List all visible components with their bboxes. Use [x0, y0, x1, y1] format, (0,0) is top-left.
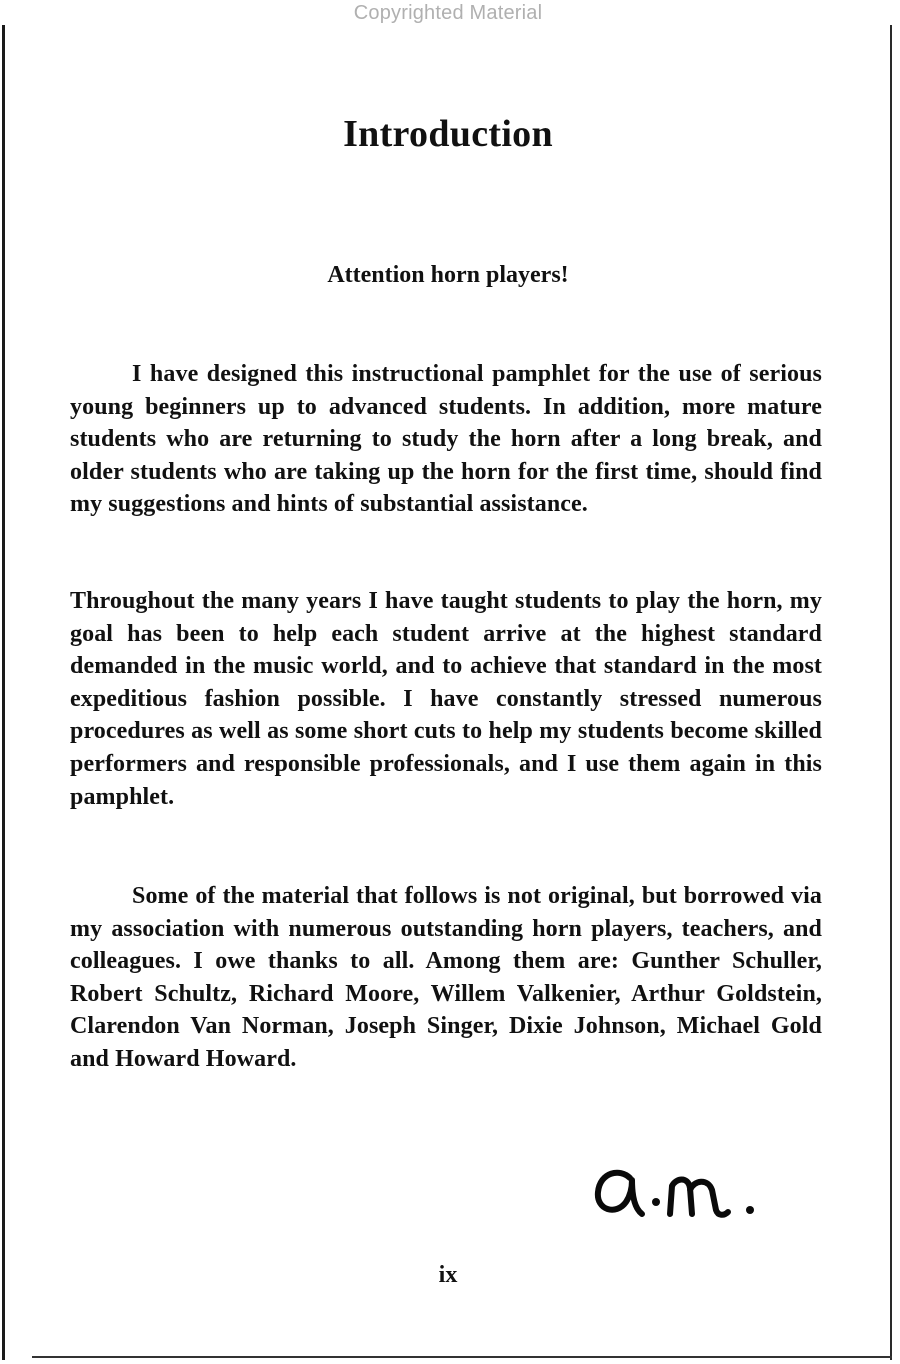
handwritten-signature [590, 1140, 770, 1230]
page-number: ix [438, 1262, 458, 1288]
copyright-watermark [0, 2, 896, 25]
page-subtitle: Attention horn players! [327, 262, 569, 288]
paragraph-1: I have designed this instructional pamphlet for the use of serious young beginners up to advanced students. In addition, more mature students who are returning to study the horn after a long break, and older students who are taking up the horn for the first time, should find my suggestions and hints of substantial assistance. [70, 361, 822, 518]
paragraph-2: Throughout the many years I have taught students to play the horn, my goal has been to help each student arrive at the highest standard demanded in the music world, and to achieve that standard in the most expeditious fashion possible. I have constantly stressed numerous procedures as well as some short cuts to help my students become skilled performers and responsible professionals, and I use them again in this pamphlet. [70, 588, 822, 810]
paragraph-3: Some of the material that follows is not original, but borrowed via my association with numerous outstanding horn players, teachers, and colleagues. I owe thanks to all. Among them are: Gunther Schuller, Robert Schultz, Richard Moore, Willem Valkenier, Arthur Goldstein, Clarendon Van Norman, Joseph Singer, Dixie Johnson, Michael Gold and Howard Howard. [70, 883, 822, 1072]
page-title: Introduction [343, 113, 553, 155]
watermark-text: Copyrighted Material [348, 2, 549, 24]
page-bottom-edge [32, 1356, 892, 1358]
